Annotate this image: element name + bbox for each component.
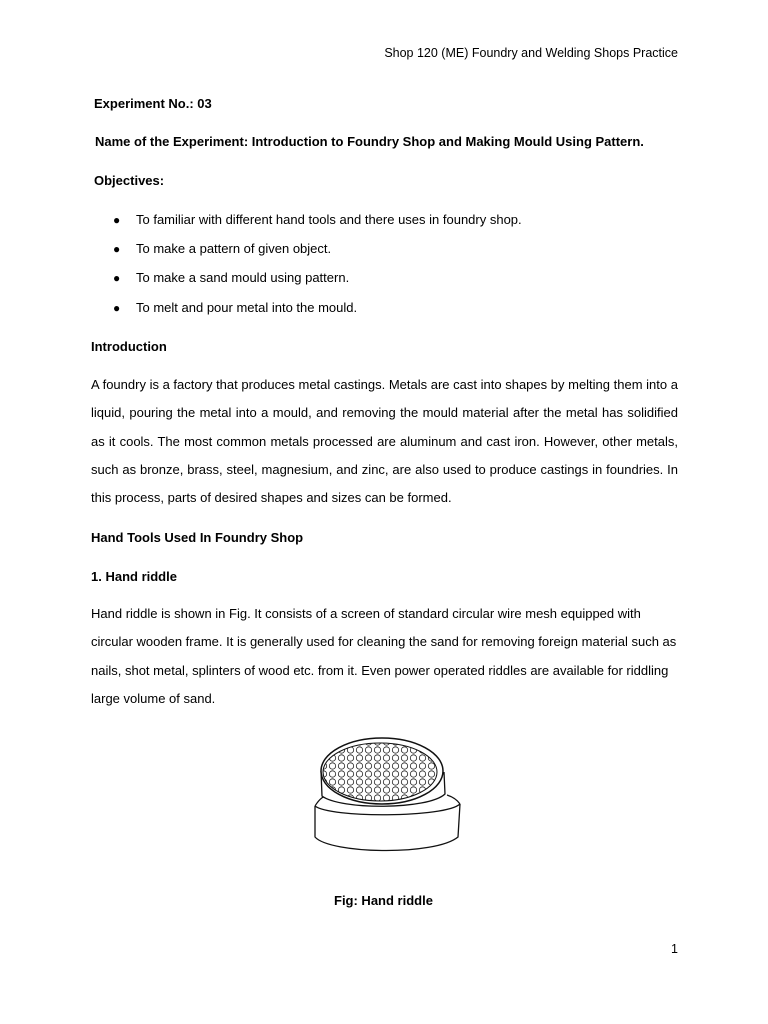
objectives-heading: Objectives: bbox=[94, 173, 165, 188]
objective-item: ● To make a sand mould using pattern. bbox=[113, 270, 350, 285]
bullet-icon: ● bbox=[113, 271, 121, 285]
introduction-paragraph: A foundry is a factory that produces metal castings. Metals are cast into shapes by melting them into a liquid, pouring the metal into a mould, and removing the mould material after the metal has solidified as it cools. The most common metals processed are aluminum and cast iron. However, other metals, such as bronze, brass, steel, magnesium, and zinc, are also used to produce castings in foundries. In this process, parts of desired shapes and sizes can be formed. bbox=[91, 377, 678, 506]
hand-riddle-subheading: 1. Hand riddle bbox=[91, 569, 177, 584]
bullet-icon: ● bbox=[113, 213, 121, 227]
objective-item: ● To familiar with different hand tools and there uses in foundry shop. bbox=[113, 212, 522, 227]
bullet-icon: ● bbox=[113, 301, 121, 315]
bullet-icon: ● bbox=[113, 242, 121, 256]
hand-riddle-illustration bbox=[310, 730, 468, 858]
page-number: 1 bbox=[671, 942, 678, 956]
hand-tools-heading: Hand Tools Used In Foundry Shop bbox=[91, 530, 304, 545]
introduction-heading: Introduction bbox=[91, 339, 167, 354]
experiment-name: Name of the Experiment: Introduction to Foundry Shop and Making Mould Using Pattern. bbox=[95, 134, 644, 149]
objective-item: ● To make a pattern of given object. bbox=[113, 241, 332, 256]
experiment-number: Experiment No.: 03 bbox=[94, 96, 212, 111]
objective-item: ● To melt and pour metal into the mould. bbox=[113, 300, 358, 315]
figure-caption: Fig: Hand riddle bbox=[334, 893, 433, 908]
hand-riddle-paragraph: Hand riddle is shown in Fig. It consists of a screen of standard circular wire mesh equipped with circular wooden frame. It is generally used for cleaning the sand for removing foreign material such as nails, shot metal, splinters of wood etc. from it. Even power operated riddles are available for riddling large volume of sand. bbox=[91, 606, 677, 706]
running-header: Shop 120 (ME) Foundry and Welding Shops Practice bbox=[384, 46, 678, 60]
